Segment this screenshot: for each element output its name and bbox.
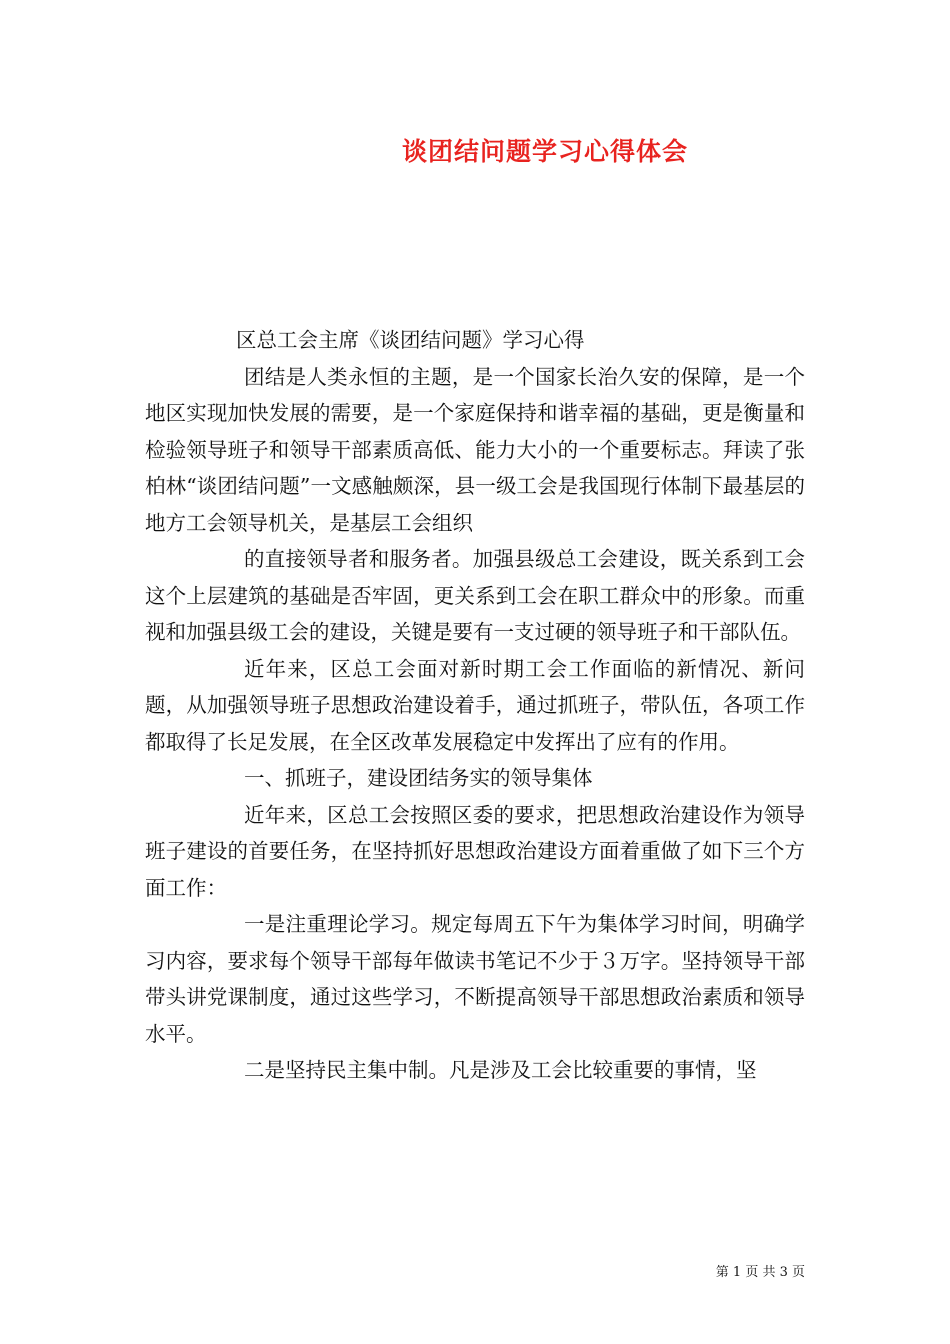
body-paragraph: 一是注重理论学习。规定每周五下午为集体学习时间，明确学习内容，要求每个领导干部每年做读书笔记不少于３万字。坚持领导干部带头讲党课制度，通过这些学习，不断提高领导干部思想政治素质和领导水平。	[145, 912, 805, 1046]
body-paragraph: 二是坚持民主集中制。凡是涉及工会比较重要的事情，坚	[244, 1058, 757, 1082]
body-paragraph: 近年来，区总工会面对新时期工会工作面临的新情况、新问题，从加强领导班子思想政治建设着手，通过抓班子，带队伍，各项工作都取得了长足发展，在全区改革发展稳定中发挥出了应有的作用。	[145, 656, 805, 754]
page-number: 第 1 页 共 3 页	[715, 1265, 805, 1280]
document-body	[145, 322, 805, 1089]
subtitle-paragraph: 区总工会主席《谈团结问题》学习心得	[236, 328, 585, 352]
body-paragraph: 团结是人类永恒的主题，是一个国家长治久安的保障，是一个地区实现加快发展的需要，是一个家庭保持和谐幸福的基础，更是衡量和检验领导班子和领导干部素质高低、能力大小的一个重要标志。拜读了张柏林“谈团结问题”一文感触颇深，县一级工会是我国现行体制下最基层的地方工会领导机关，是基层工会组织	[145, 364, 805, 535]
document-title: 谈团结问题学习心得体会	[401, 137, 688, 166]
body-paragraph: 近年来，区总工会按照区委的要求，把思想政治建设作为领导班子建设的首要任务，在坚持抓好思想政治建设方面着重做了如下三个方面工作：	[145, 802, 805, 900]
body-paragraph: 的直接领导者和服务者。加强县级总工会建设，既关系到工会这个上层建筑的基础是否牢固，更关系到工会在职工群众中的形象。而重视和加强县级工会的建设，关键是要有一支过硬的领导班子和干部队伍。	[145, 547, 805, 644]
section-heading: 一、抓班子，建设团结务实的领导集体	[244, 766, 593, 790]
